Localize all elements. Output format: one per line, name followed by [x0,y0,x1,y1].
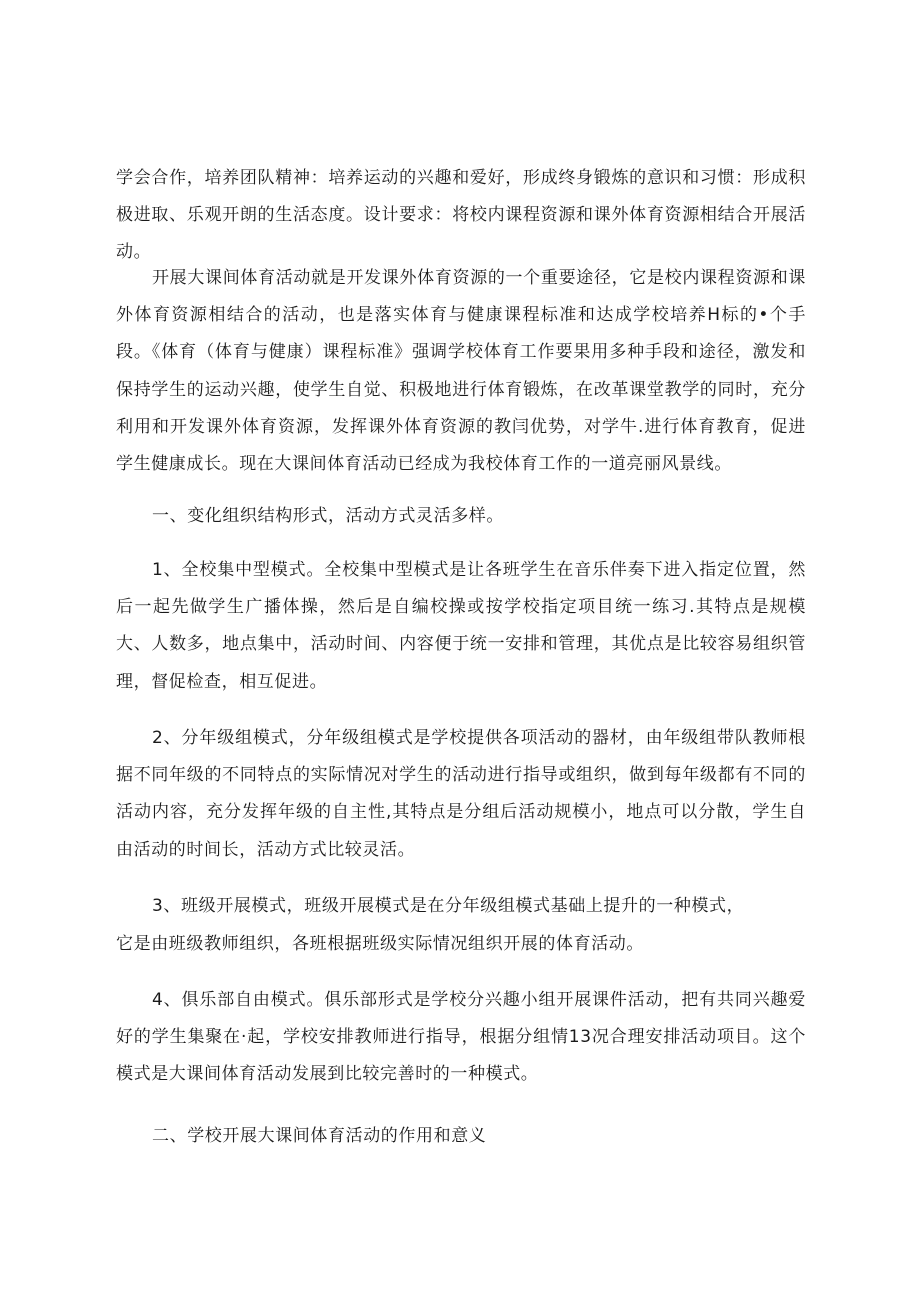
mode-2-paragraph: 2、分年级组模式，分年级组模式是学校提供各项活动的器材，由年级组带队教师根据不同年级的不同特点的实际情况对学生的活动进行指导或组织，做到每年级都有不同的活动内容，充分发挥年级的自主性,其特点是分组后活动规模小，地点可以分散，学生自由活动的时间长，活动方式比较灵活。 [116,728,806,860]
section-heading-1: 一、变化组织结构形式，活动方式灵活多样。 [152,506,504,526]
mode-3-paragraph-line-2: 它是由班级教师组织，各班根据班级实际情况组织开展的体育活动。 [116,934,644,954]
mode-3-paragraph-line-1: 3、班级开展模式，班级开展模式是在分年级组模式基础上提升的一种模式， [152,896,745,916]
mode-1-paragraph: 1、全校集中型模式。全校集中型模式是让各班学生在音乐伴奏下进入指定位置，然后一起先做学生广播体操，然后是自编校操或按学校指定项目统一练习.其特点是规模大、人数多，地点集中，活动时间、内容便于统一安排和管理，其优点是比较容易组织管理，督促检查，相互促进。 [116,560,806,692]
intro-paragraph: 学会合作，培养团队精神：培养运动的兴趣和爱好，形成终身锻炼的意识和习惯：形成积极进取、乐观开朗的生活态度。设计要求：将校内课程资源和课外体育资源相结合开展活动。 [116,168,806,263]
overview-paragraph: 开展大课间体育活动就是开发课外体育资源的一个重要途径，它是校内课程资源和课外体育资源相结合的活动，也是落实体育与健康课程标准和达成学校培养H标的•个手段。《体育（体育与健康）课程标准》强调学校体育工作要果用多种手段和途径，激发和保持学生的运动兴趣，使学生自觉、积极地进行体育锻炼，在改革课堂教学的同时，充分利用和开发课外体育资源，发挥课外体育资源的教闫优势，对学牛.进行体育教育，促进学生健康成长。现在大课间体育活动已经成为我校体育工作的一道亮丽风景线。 [116,268,806,475]
section-heading-2: 二、学校开展大课间体育活动的作用和意义 [152,1126,487,1146]
mode-4-paragraph: 4、俱乐部自由模式。俱乐部形式是学校分兴趣小组开展课件活动，把有共同兴趣爱好的学生集聚在·起，学校安排教师进行指导，根据分组情13况合理安排活动项目。这个模式是大课间体育活动发展到比较完善时的一种模式。 [116,990,806,1085]
